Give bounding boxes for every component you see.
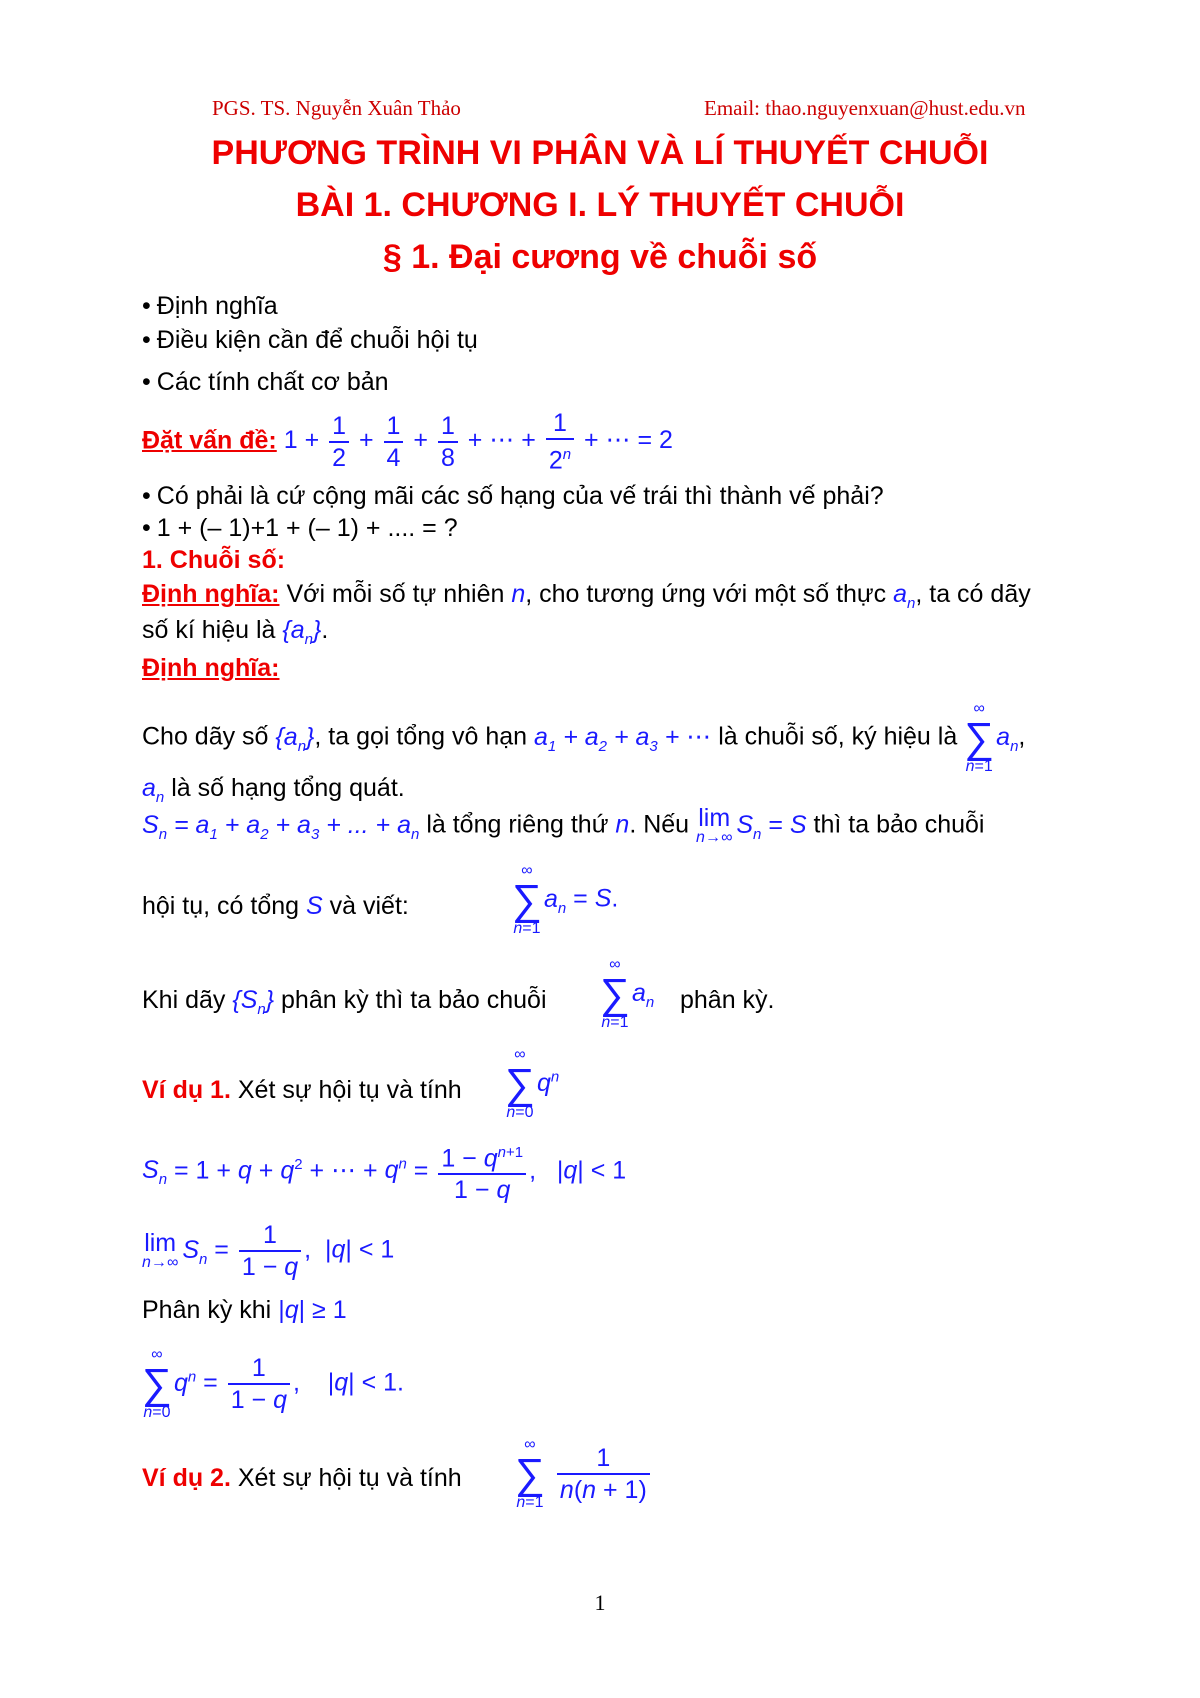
problem-statement <box>142 408 673 475</box>
diverge-sum-formula: ∞ ∑ $n=1a_n$ <box>600 956 655 1031</box>
diverge-condition: Phân kỳ khi |q| ≥ 1 <box>142 1296 347 1324</box>
general-term-line: $a_n$ là số hạng tổng quát. <box>142 774 405 806</box>
diverge-line-end: phân kỳ. <box>680 986 775 1014</box>
author-header: PGS. TS. Nguyễn Xuân Thảo <box>212 96 461 120</box>
converge-line: hội tụ, có tổng S và viết: <box>142 892 409 920</box>
example-2-series: ∞ ∑ n=1 $\frac{1}{n(n + 1)}$ <box>515 1436 653 1512</box>
geometric-series-formula: 1 + $\frac{1}{2}$ + $\frac{1}{4}$ + $\frac{1}{8}$ + ⋯ + $\frac{1}{2^n}$ + ⋯ = 2 <box>283 409 673 475</box>
outline-item: • Các tính chất cơ bản <box>142 368 389 397</box>
diverge-line: Khi dãy $\{S_n\}$ phân kỳ thì ta bảo chuỗi <box>142 986 547 1018</box>
sum-equals-S-formula: ∞ ∑ $n=1a_n = S$. <box>512 862 619 937</box>
definition-1: Định nghĩa: Với mỗi số tự nhiên n, cho tương ứng với một số thực $a_n$, ta có dãy <box>142 580 1031 612</box>
email-header: Email: thao.nguyenxuan@hust.edu.vn <box>704 96 1026 120</box>
limit-formula: lim n→∞ $S_n$ = $\frac{1}{1 - q}$ , |q| < 1 <box>142 1221 395 1281</box>
definition-2: Cho dãy số $\{a_n\}$, ta gọi tổng vô hạn $a_1 + a_2 + a_3$ + ⋯ là chuỗi số, ký hiệu là ∞ ∑ $n=1a_n$, <box>142 700 1026 775</box>
lesson-title: BÀI 1. CHƯƠNG I. LÝ THUYẾT CHUỖI <box>295 186 905 224</box>
section-1-heading: 1. Chuỗi số: <box>142 546 286 574</box>
geometric-sum-formula: ∞ ∑ $n=0q^n$ = $\frac{1}{1 - q}$ , |q| < 1. <box>142 1346 404 1421</box>
example-2: Ví dụ 2. Xét sự hội tụ và tính <box>142 1464 462 1492</box>
problem-label: Đặt vấn đề: <box>142 426 277 455</box>
definition-2-label: Định nghĩa: <box>142 654 280 682</box>
outline-item: • Điều kiện cần để chuỗi hội tụ <box>142 326 478 355</box>
page-number: 1 <box>594 1590 606 1615</box>
partial-sum-line: $S_n = a_1 + a_2 + a_3$ + ... + $a_n$ là tổng riêng thứ n. Nếu lim n→∞ $S_n = S$ thì ta bảo chuỗi <box>142 804 985 846</box>
partial-sum-geometric: $S_n = 1 + q + q^2$ + ⋯ + $q^n$ = $\frac{1 - q^{n+1}}{1 - q}$ , |q| < 1 <box>142 1138 626 1205</box>
outline-item: • Định nghĩa <box>142 292 278 321</box>
definition-1-cont: số kí hiệu là $\{a_n\}$. <box>142 616 329 648</box>
problem-question-2: • 1 + (– 1)+1 + (– 1) + .... = ? <box>142 514 458 543</box>
course-title: PHƯƠNG TRÌNH VI PHÂN VÀ LÍ THUYẾT CHUỖI <box>211 134 989 172</box>
section-title: § 1. Đại cương về chuỗi số <box>382 238 818 276</box>
example-1-series: ∞ ∑ $n=0q^n$ <box>505 1046 560 1121</box>
problem-question-1: • Có phải là cứ cộng mãi các số hạng của vế trái thì thành vế phải? <box>142 482 884 511</box>
example-1: Ví dụ 1. Xét sự hội tụ và tính <box>142 1076 462 1104</box>
